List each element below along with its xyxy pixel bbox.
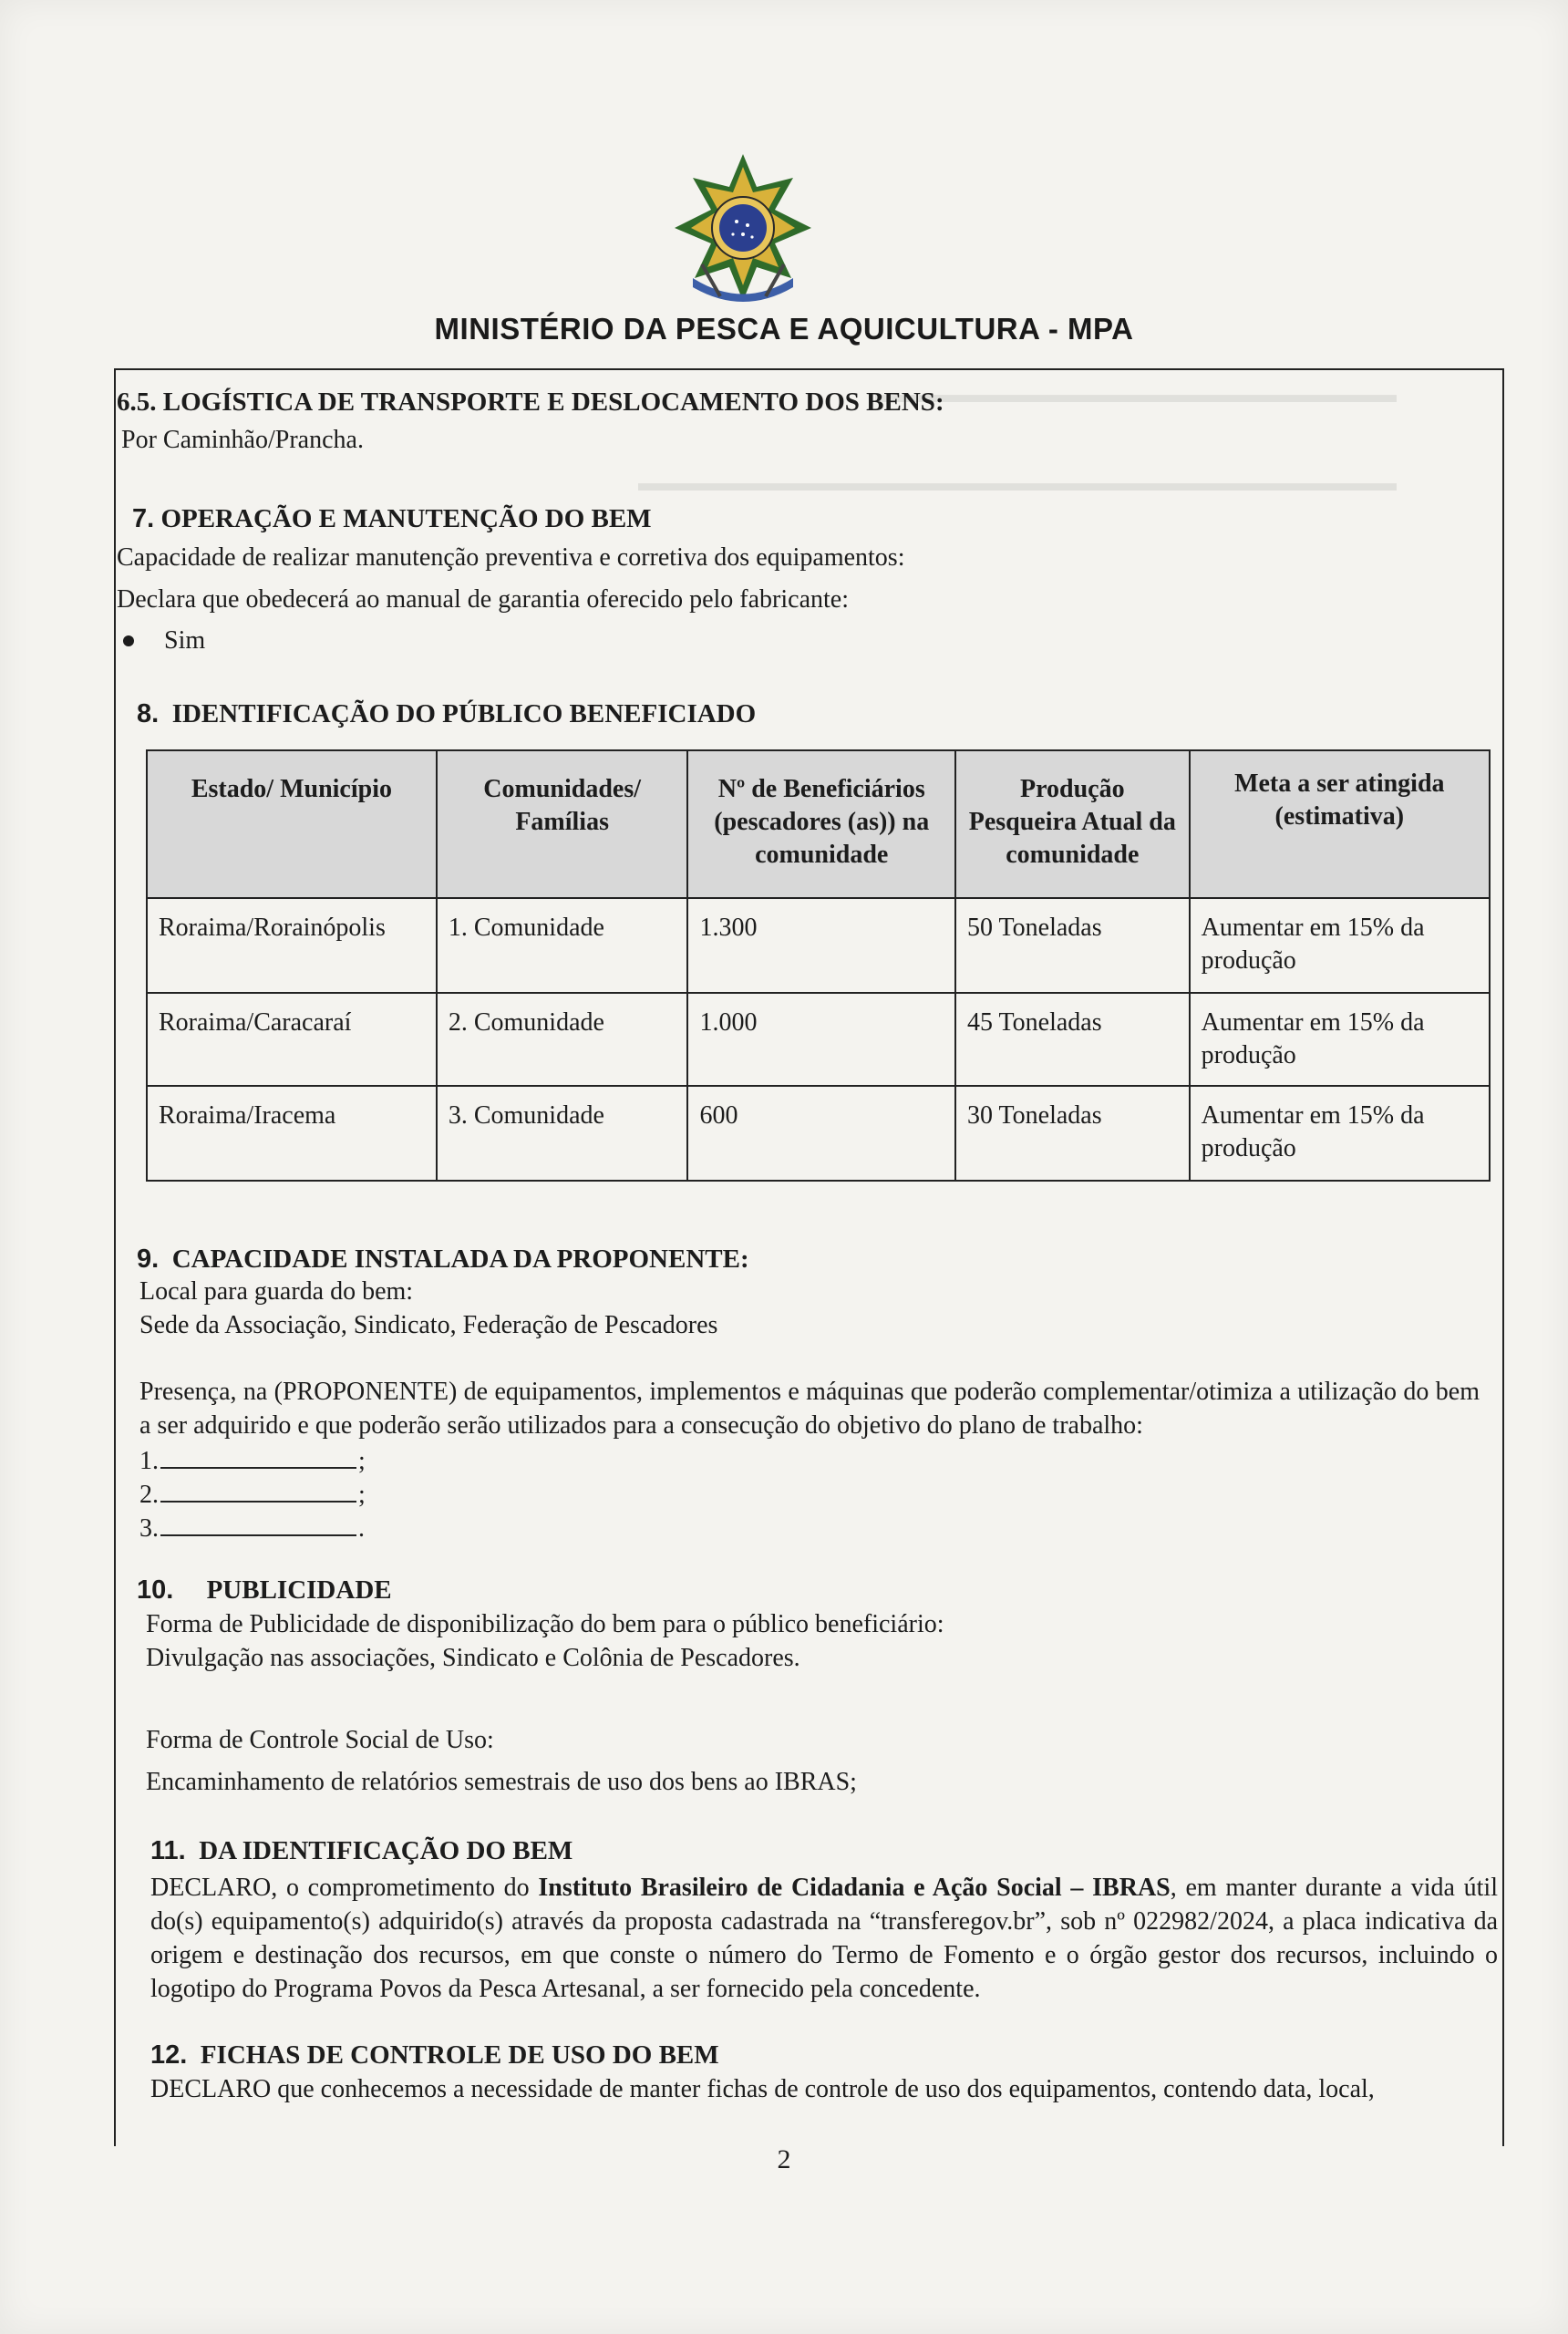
- blank-line: [160, 1513, 356, 1536]
- table-cell: 50 Toneladas: [955, 898, 1190, 993]
- blank-line: [160, 1445, 356, 1469]
- section-12-number: 12.: [150, 2040, 188, 2070]
- ministry-title: MINISTÉRIO DA PESCA E AQUICULTURA - MPA: [434, 312, 1134, 346]
- section-10-title: PUBLICIDADE: [206, 1575, 392, 1605]
- table-cell: 2. Comunidade: [437, 993, 688, 1086]
- section-7-title: OPERAÇÃO E MANUTENÇÃO DO BEM: [160, 504, 652, 533]
- section-9-heading: [137, 1244, 749, 1275]
- section-10-line-3: Forma de Controle Social de Uso:: [146, 1726, 494, 1754]
- list-item-end: ;: [358, 1481, 366, 1509]
- list-item: [139, 1445, 366, 1477]
- column-header: Meta a ser atingida (estimativa): [1190, 750, 1490, 898]
- section-12-text: DECLARO que conhecemos a necessidade de manter fichas de controle de uso dos equipamentos, contendo data, local,: [150, 2075, 1375, 2103]
- section-10-line-1: Forma de Publicidade de disponibilização do bem para o público beneficiário:: [146, 1610, 944, 1638]
- list-item-end: ;: [358, 1447, 366, 1475]
- section-10-line-4: Encaminhamento de relatórios semestrais de uso dos bens ao IBRAS;: [146, 1768, 857, 1796]
- table-cell: 1. Comunidade: [437, 898, 688, 993]
- table-header-row: [147, 750, 1490, 898]
- table-cell: Roraima/Caracaraí: [147, 993, 437, 1086]
- table-cell: 45 Toneladas: [955, 993, 1190, 1086]
- section-11-paragraph: [150, 1871, 1498, 2006]
- section-8-number: 8.: [137, 699, 160, 728]
- frame-line-left: [114, 368, 116, 2146]
- column-header: Comunidades/ Famílias: [437, 750, 688, 898]
- section-12-title: FICHAS DE CONTROLE DE USO DO BEM: [200, 2040, 719, 2070]
- brazil-coat-of-arms-icon: [665, 150, 820, 315]
- section-11-title: DA IDENTIFICAÇÃO DO BEM: [199, 1836, 573, 1865]
- table-cell: Aumentar em 15% da produção: [1190, 993, 1490, 1086]
- table-cell: Roraima/Rorainópolis: [147, 898, 437, 993]
- frame-line-top: [114, 368, 1504, 370]
- section-9-line-1: Local para guarda do bem:: [139, 1277, 414, 1306]
- table-cell: 600: [687, 1086, 955, 1181]
- section-9-line-2: Sede da Associação, Sindicato, Federação de Pescadores: [139, 1311, 718, 1339]
- table-cell: 1.300: [687, 898, 955, 993]
- list-item: [139, 1479, 366, 1511]
- frame-line-right: [1502, 368, 1504, 2146]
- table-row: [147, 993, 1490, 1086]
- column-header: Nº de Beneficiários (pescadores (as)) na comunidade: [687, 750, 955, 898]
- list-item: [139, 1513, 365, 1544]
- section-6-5-heading: 6.5. LOGÍSTICA DE TRANSPORTE E DESLOCAMENTO DOS BENS:: [117, 387, 944, 417]
- blank-line: [160, 1479, 356, 1503]
- section-11-text: , em manter durante a vida útil do(s) equipamento(s) adquirido(s) através da proposta cadastrada na “transferegov.br”, sob nº 022982/2024, a placa indicativa da origem e destinação dos recursos, em que conste o número do Termo de Fomento e o órgão gestor dos recursos, incluindo o logotipo do Programa Povos da Pesca Artesanal, a ser fornecido pela concedente.: [150, 1874, 1498, 2003]
- section-11-number: 11.: [150, 1836, 186, 1865]
- bleed-through-text: ▬▬▬▬▬▬▬▬▬▬▬▬▬▬▬▬▬▬▬▬▬▬▬▬▬▬▬▬▬▬▬▬: [638, 470, 1397, 496]
- section-8-title: IDENTIFICAÇÃO DO PÚBLICO BENEFICIADO: [171, 699, 757, 728]
- section-7-line-2: Declara que obedecerá ao manual de garantia oferecido pelo fabricante:: [117, 585, 849, 614]
- beneficiary-table: [146, 749, 1491, 1182]
- section-8-heading: [137, 698, 756, 729]
- section-10-line-2: Divulgação nas associações, Sindicato e Colônia de Pescadores.: [146, 1644, 800, 1672]
- table-cell: 1.000: [687, 993, 955, 1086]
- organization-name: Instituto Brasileiro de Cidadania e Ação Social – IBRAS: [538, 1874, 1171, 1902]
- section-7-number: 7.: [132, 504, 155, 533]
- bleed-through-text: ▬▬▬▬▬▬▬▬▬▬▬▬▬▬▬▬▬▬▬▬▬▬: [875, 381, 1397, 408]
- section-12-heading: [150, 2040, 719, 2071]
- table-row: [147, 1086, 1490, 1181]
- table-cell: 30 Toneladas: [955, 1086, 1190, 1181]
- section-9-number: 9.: [137, 1244, 160, 1274]
- section-6-5-text: Por Caminhão/Prancha.: [121, 426, 364, 454]
- list-item-label: 2.: [139, 1481, 159, 1509]
- table-cell: Aumentar em 15% da produção: [1190, 898, 1490, 993]
- list-item-end: .: [358, 1514, 365, 1543]
- column-header: Produção Pesqueira Atual da comunidade: [955, 750, 1190, 898]
- list-item-label: 3.: [139, 1514, 159, 1543]
- section-7-line-1: Capacidade de realizar manutenção preventiva e corretiva dos equipamentos:: [117, 543, 905, 572]
- table-cell: Roraima/Iracema: [147, 1086, 437, 1181]
- section-10-number: 10.: [137, 1575, 174, 1605]
- section-7-heading: [132, 503, 652, 534]
- table-cell: Aumentar em 15% da produção: [1190, 1086, 1490, 1181]
- section-10-heading: [137, 1575, 392, 1606]
- section-7-bullet-text: Sim: [164, 626, 206, 655]
- table-cell: 3. Comunidade: [437, 1086, 688, 1181]
- page-number: 2: [777, 2144, 791, 2174]
- column-header: Estado/ Município: [147, 750, 437, 898]
- frame-line-right-bottom: [1502, 2088, 1504, 2129]
- section-9-title: CAPACIDADE INSTALADA DA PROPONENTE:: [171, 1244, 749, 1274]
- list-item-label: 1.: [139, 1447, 159, 1475]
- section-9-paragraph: Presença, na (PROPONENTE) de equipamentos, implementos e máquinas que poderão complementar/otimiza a utilização do bem a ser adquirido e que poderão serão utilizados para a consecução do objetivo do plano de trabalho:: [139, 1378, 1480, 1440]
- bullet-icon: [123, 635, 134, 646]
- section-11-text: DECLARO, o comprometimento do: [150, 1874, 539, 1902]
- table-row: [147, 898, 1490, 993]
- section-11-heading: [150, 1835, 573, 1866]
